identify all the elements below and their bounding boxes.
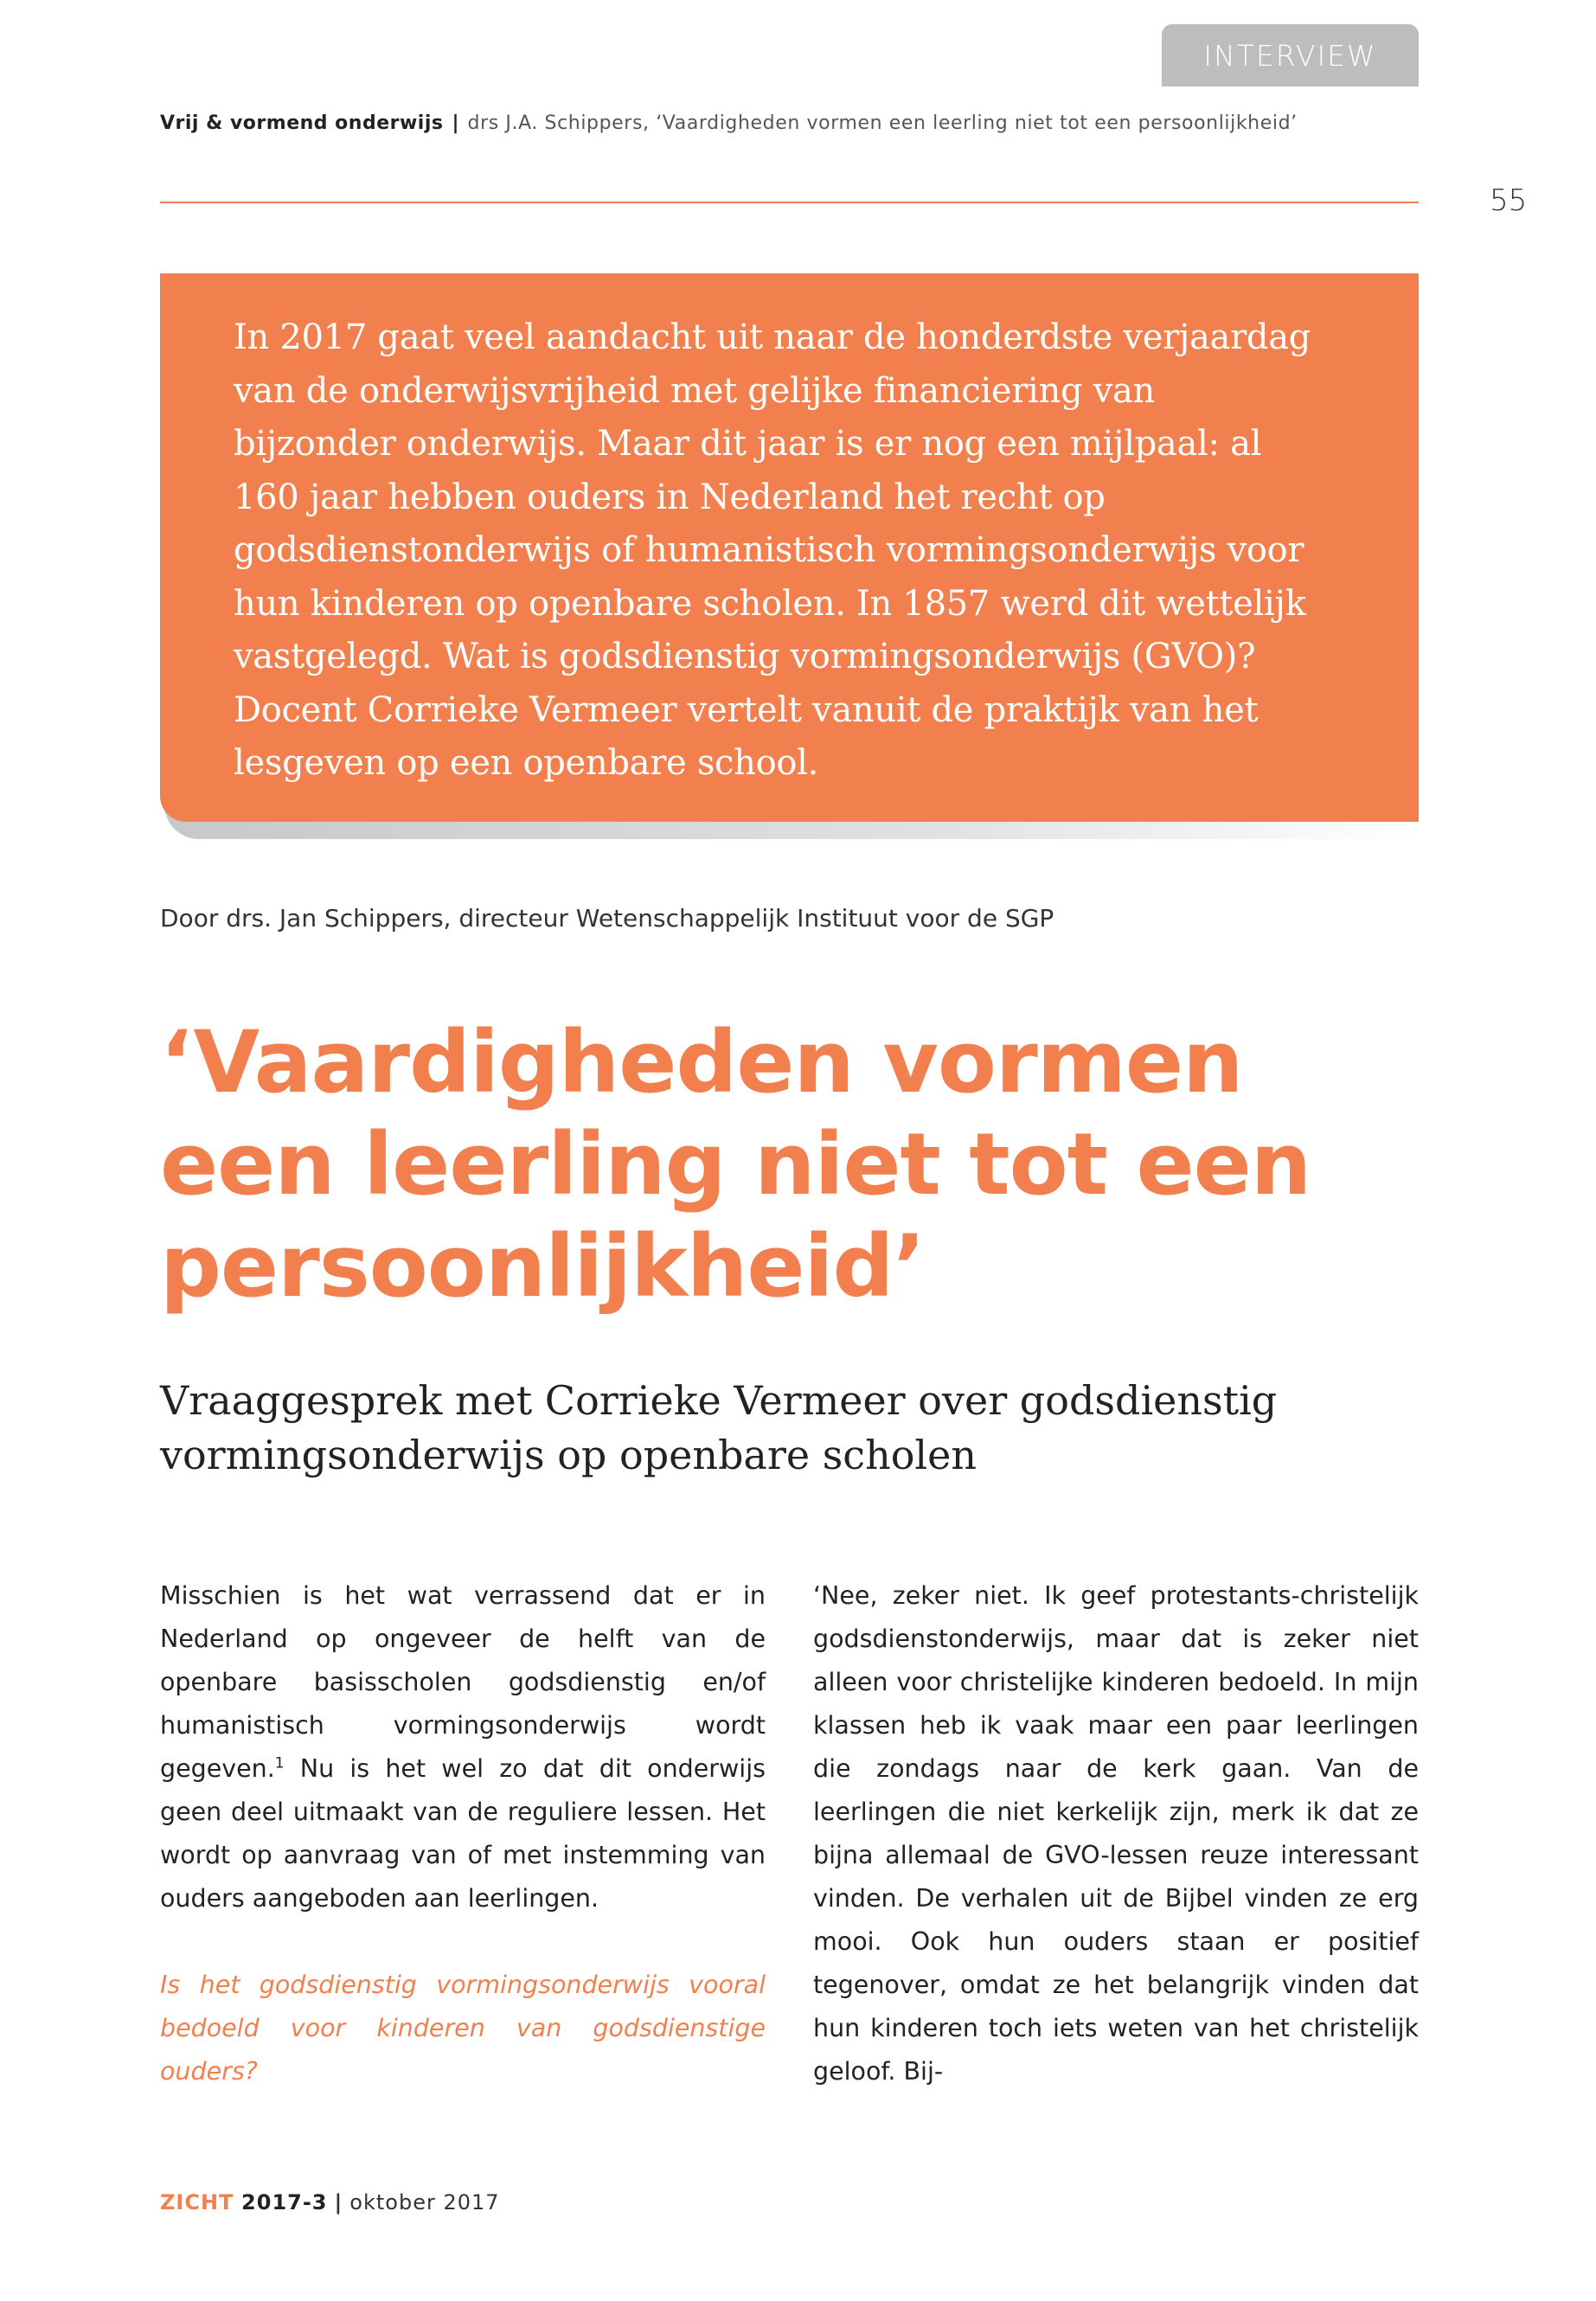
section-tab-label: INTERVIEW (1203, 38, 1377, 73)
body-paragraph-text-2: Nu is het wel zo dat dit onderwijs geen deel uitmaakt van de reguliere lessen. Het wordt op aanvraag van of met instemming van ouders aangeboden aan leerlingen. (160, 1754, 766, 1913)
interview-answer: ‘Nee, zeker niet. Ik geef protestants-christelijk godsdienstonderwijs, maar dat is zeker niet alleen voor christelijke kinderen bedoeld. In mijn klassen heb ik vaak maar een paar leerlingen die zondags naar de kerk gaan. Van de leerlingen die niet kerkelijk zijn, merk ik dat ze bijna allemaal de GVO-lessen reuze interessant vinden. De verhalen uit de Bijbel vinden ze erg mooi. Ook hun ouders staan er positief tegenover, omdat ze het belangrijk vinden dat hun kinderen toch iets weten van het christelijk geloof. Bij- (813, 1581, 1419, 2086)
body-column-left (160, 1574, 766, 2093)
body-paragraph-intro (160, 1574, 766, 1920)
section-tab (1162, 24, 1419, 87)
running-header (160, 112, 1423, 134)
article-subtitle: Vraaggesprek met Corrieke Vermeer over godsdienstig vormingsonderwijs op openbare scholen (160, 1377, 1278, 1478)
byline: Door drs. Jan Schippers, directeur Wetenschappelijk Instituut voor de SGP (160, 904, 1054, 933)
interview-question: Is het godsdienstig vormingsonderwijs vooral bedoeld voor kinderen van godsdienstige ouders? (160, 1971, 766, 2086)
page-number: 55 (1490, 183, 1528, 218)
footer-separator: | (334, 2190, 343, 2214)
footer-issue: 2017-3 (241, 2190, 328, 2214)
intro-box (160, 273, 1419, 822)
running-header-separator: | (452, 112, 459, 134)
footer-date: oktober 2017 (349, 2190, 500, 2214)
header-rule (160, 202, 1419, 203)
footnote-ref: 1 (274, 1754, 285, 1772)
body-column-right (813, 1574, 1419, 2093)
page-footer (160, 2190, 500, 2214)
body-paragraph-text-1: Misschien is het wat verrassend dat er in Nederland op ongeveer de helft van de openbare basisscholen godsdienstig en/of humanistisch vormingsonderwijs wordt gegeven. (160, 1581, 766, 1783)
intro-text: In 2017 gaat veel aandacht uit naar de honderdste verjaardag van de onderwijsvrijheid met gelijke financiering van bijzonder onderwijs. Maar dit jaar is er nog een mijlpaal: al 160 jaar hebben ouders in Nederland het recht op godsdienstonderwijs of humanistisch vormingsonderwijs voor hun kinderen op openbare scholen. In 1857 werd dit wettelijk vastgelegd. Wat is godsdienstig vormingsonderwijs (GVO)? Docent Corrieke Vermeer vertelt vanuit de praktijk van het lesgeven op een openbare school. (234, 317, 1311, 783)
footer-magazine: ZICHT (160, 2190, 234, 2214)
running-header-citation: drs J.A. Schippers, ‘Vaardigheden vormen een leerling niet tot een persoonlijkheid’ (467, 112, 1298, 134)
running-header-series: Vrij & vormend onderwijs (160, 112, 444, 134)
article-title: ‘Vaardigheden vormen een leerling niet tot een persoonlijkheid’ (160, 1013, 1311, 1317)
